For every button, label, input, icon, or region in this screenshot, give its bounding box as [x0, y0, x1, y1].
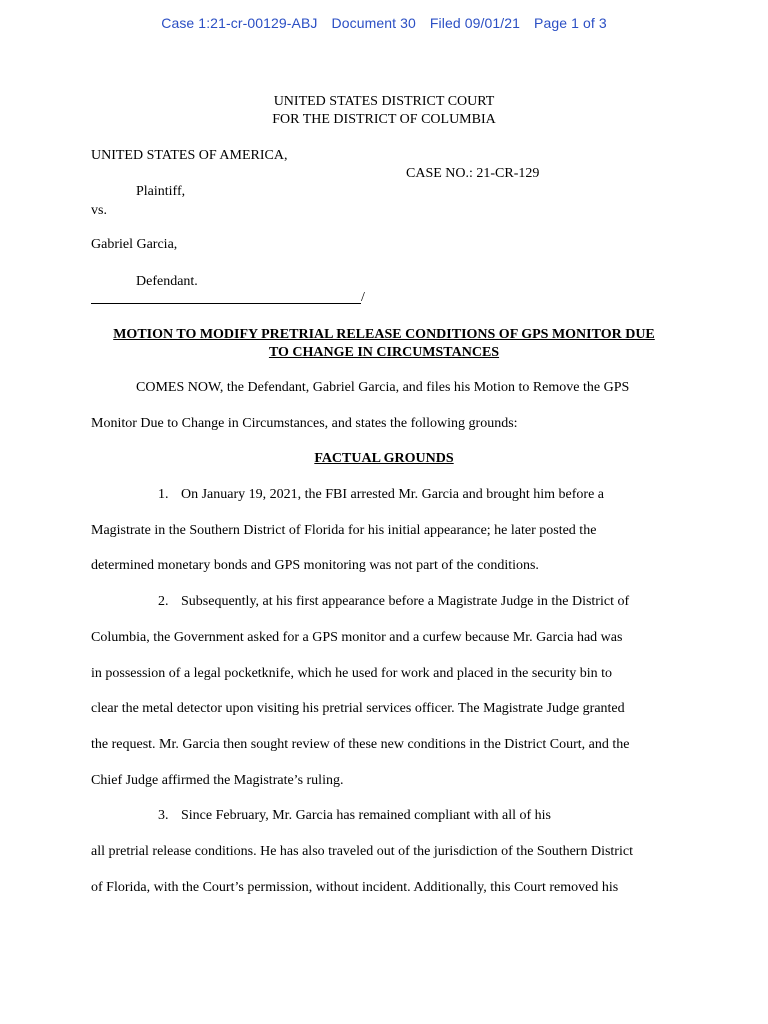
paragraph-line: clear the metal detector upon visiting his pretrial services officer. The Magistrate Judge granted	[91, 701, 625, 716]
intro-line1: COMES NOW, the Defendant, Gabriel Garcia, and files his Motion to Remove the GPS	[136, 380, 630, 395]
caption-divider-line	[91, 303, 361, 304]
defendant-role: Defendant.	[136, 274, 198, 289]
paragraph-line: Subsequently, at his first appearance before a Magistrate Judge in the District of	[181, 594, 630, 609]
case-no: CASE NO.: 21-CR-129	[406, 166, 540, 181]
court-name-line2: FOR THE DISTRICT OF COLUMBIA	[272, 112, 496, 127]
motion-title-line1: MOTION TO MODIFY PRETRIAL RELEASE CONDITIONS OF GPS MONITOR DUE	[113, 327, 655, 342]
defendant-name: Gabriel Garcia,	[91, 237, 178, 252]
paragraph-number: 2.	[158, 594, 169, 609]
paragraph-line: in possession of a legal pocketknife, which he used for work and placed in the security bin to	[91, 666, 612, 681]
motion-title-line2: TO CHANGE IN CIRCUMSTANCES	[268, 345, 500, 360]
paragraph-line: On January 19, 2021, the FBI arrested Mr. Garcia and brought him before a	[181, 487, 604, 502]
court-name-line1: UNITED STATES DISTRICT COURT	[273, 94, 495, 109]
intro-line2: Monitor Due to Change in Circumstances, and states the following grounds:	[91, 416, 518, 431]
case-number-stamp: Case 1:21-cr-00129-ABJ	[161, 15, 318, 31]
paragraph-line: Since February, Mr. Garcia has remained compliant with all of his	[181, 808, 551, 823]
paragraph-line: Magistrate in the Southern District of Florida for his initial appearance; he later posted the	[91, 523, 597, 538]
page-number-stamp: Page 1 of 3	[534, 15, 607, 31]
paragraph-line: of Florida, with the Court’s permission, without incident. Additionally, this Court removed his	[91, 880, 619, 895]
versus: vs.	[91, 203, 107, 218]
paragraph-line: Chief Judge affirmed the Magistrate’s ruling.	[91, 773, 344, 788]
paragraph-line: determined monetary bonds and GPS monitoring was not part of the conditions.	[91, 558, 539, 573]
paragraph-line: Columbia, the Government asked for a GPS monitor and a curfew because Mr. Garcia had was	[91, 630, 623, 645]
plaintiff-role: Plaintiff,	[136, 184, 186, 199]
paragraph-line: all pretrial release conditions. He has also traveled out of the jurisdiction of the Southern District	[91, 844, 633, 859]
paragraph-line: the request. Mr. Garcia then sought review of these new conditions in the District Court, and the	[91, 737, 630, 752]
filed-date-stamp: Filed 09/01/21	[429, 15, 521, 31]
section-heading: FACTUAL GROUNDS	[314, 451, 454, 466]
paragraph-number: 3.	[158, 808, 169, 823]
plaintiff-name: UNITED STATES OF AMERICA,	[91, 148, 288, 163]
filing-stamp	[0, 15, 768, 31]
document-number-stamp: Document 30	[331, 15, 416, 31]
caption-slash: /	[361, 290, 365, 305]
paragraph-number: 1.	[158, 487, 169, 502]
